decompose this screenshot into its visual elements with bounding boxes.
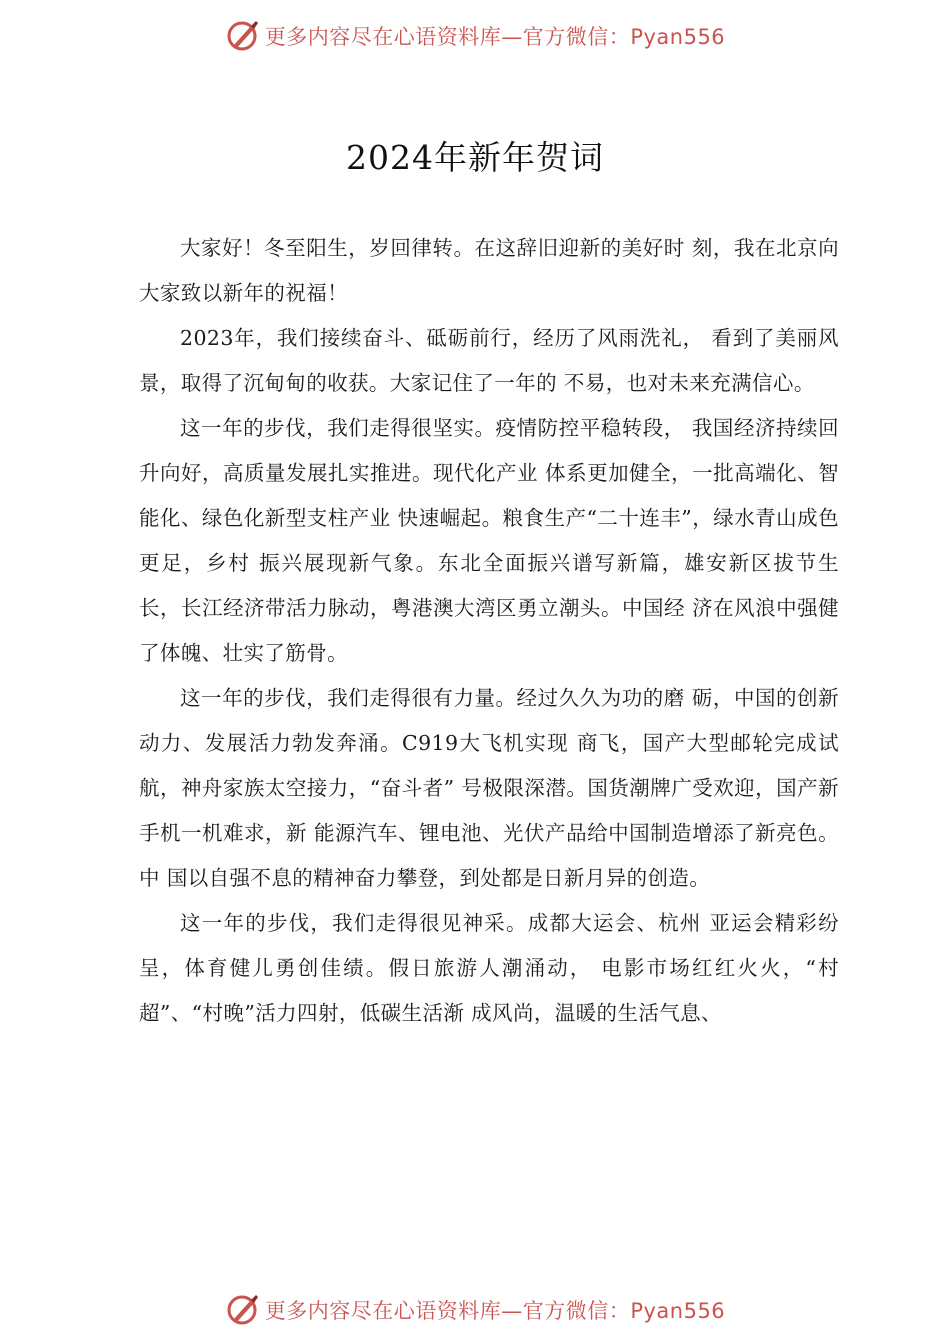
pen-logo-icon [225, 1292, 261, 1328]
pen-logo-icon [225, 18, 261, 54]
header-banner-text: 更多内容尽在心语资料库—官方微信：Pyan556 [264, 25, 726, 49]
footer-wechat-id: Pyan556 [630, 1299, 726, 1323]
document-body [139, 226, 839, 1036]
header-wechat-id: Pyan556 [630, 25, 726, 49]
paragraph: 大家好！冬至阳生，岁回律转。在这辞旧迎新的美好时 刻，我在北京向大家致以新年的祝福！ [139, 236, 839, 305]
paragraph: 这一年的步伐，我们走得很见神采。成都大运会、杭州 亚运会精彩纷呈，体育健儿勇创佳绩。假日旅游人潮涌动， 电影市场红红火火，“村超”、“村晚”活力四射，低碳生活渐 成风尚，温暖的生活气息、 [139, 911, 839, 1025]
paragraph: 这一年的步伐，我们走得很坚实。疫情防控平稳转段， 我国经济持续回升向好，高质量发展扎实推进。现代化产业 体系更加健全，一批高端化、智能化、绿色化新型支柱产业 快速崛起。粮食生产“二十连丰”，绿水青山成色更足，乡村 振兴展现新气象。东北全面振兴谱写新篇，雄安新区拔节生 长，长江经济带活力脉动，粤港澳大湾区勇立潮头。中国经 济在风浪中强健了体魄、壮实了筋骨。 [139, 416, 839, 665]
header-banner [0, 16, 950, 56]
paragraph: 2023年，我们接续奋斗、砥砺前行，经历了风雨洗礼， 看到了美丽风景，取得了沉甸甸的收获。大家记住了一年的 不易，也对未来充满信心。 [139, 326, 839, 395]
document-title: 2024年新年贺词 [346, 138, 604, 177]
footer-banner-text: 更多内容尽在心语资料库—官方微信：Pyan556 [264, 1299, 726, 1323]
footer-banner [0, 1290, 950, 1330]
paragraph: 这一年的步伐，我们走得很有力量。经过久久为功的磨 砺，中国的创新动力、发展活力勃发奔涌。C919大飞机实现 商飞，国产大型邮轮完成试航，神舟家族太空接力，“奋斗者” 号极限深潜。国货潮牌广受欢迎，国产新手机一机难求，新 能源汽车、锂电池、光伏产品给中国制造增添了新亮色。中 国以自强不息的精神奋力攀登，到处都是日新月异的创造。 [139, 686, 839, 890]
